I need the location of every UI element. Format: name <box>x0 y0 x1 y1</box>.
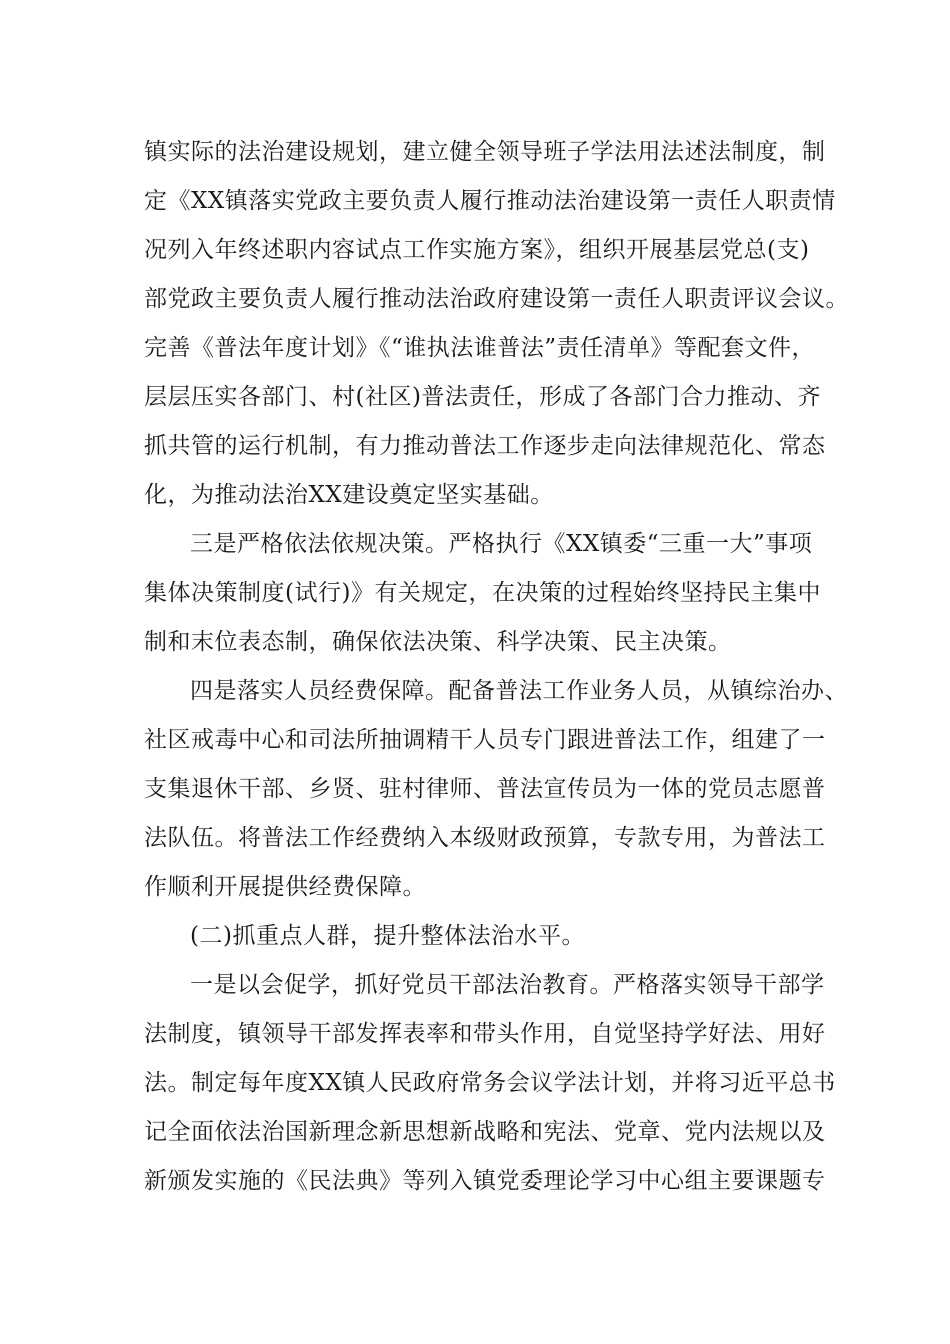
text-line: 支集退休干部、乡贤、驻村律师、普法宣传员为一体的党员志愿普 <box>144 776 826 802</box>
text-line: 新颁发实施的《民法典》等列入镇党委理论学习中心组主要课题专 <box>144 1168 826 1194</box>
paragraph-first-line: 三是严格依法依规决策。严格执行《XX镇委“三重一大”事项 <box>190 531 813 557</box>
text-line: 法。制定每年度XX镇人民政府常务会议学法计划，并将习近平总书 <box>144 1070 836 1096</box>
text-line: 况列入年终述职内容试点工作实施方案》，组织开展基层党总(支) <box>144 237 810 263</box>
text-line: 作顺利开展提供经费保障。 <box>144 874 426 900</box>
paragraph-first-line: 一是以会促学，抓好党员干部法治教育。严格落实领导干部学 <box>190 972 825 998</box>
text-line: 社区戒毒中心和司法所抽调精干人员专门跟进普法工作，组建了一 <box>144 727 826 753</box>
text-line: 制和末位表态制，确保依法决策、科学决策、民主决策。 <box>144 629 732 655</box>
text-line: 化，为推动法治XX建设奠定坚实基础。 <box>144 482 554 508</box>
text-line: 法制度，镇领导干部发挥表率和带头作用，自觉坚持学好法、用好 <box>144 1021 826 1047</box>
text-line: 记全面依法治国新理念新思想新战略和宪法、党章、党内法规以及 <box>144 1119 826 1145</box>
text-line: 镇实际的法治建设规划，建立健全领导班子学法用法述法制度，制 <box>144 139 826 165</box>
text-line: 部党政主要负责人履行推动法治政府建设第一责任人职责评议会议。 <box>144 286 849 312</box>
section-heading: (二)抓重点人群，提升整体法治水平。 <box>190 923 585 949</box>
text-line: 法队伍。将普法工作经费纳入本级财政预算，专款专用，为普法工 <box>144 825 826 851</box>
paragraph-first-line: 四是落实人员经费保障。配备普法工作业务人员，从镇综治办、 <box>190 678 848 704</box>
text-line: 定《XX镇落实党政主要负责人履行推动法治建设第一责任人职责情 <box>144 188 836 214</box>
text-line: 完善《普法年度计划》《“谁执法谁普法”责任清单》等配套文件， <box>144 335 816 361</box>
text-line: 层层压实各部门、村(社区)普法责任，形成了各部门合力推动、齐 <box>144 384 821 410</box>
text-line: 集体决策制度(试行)》有关规定，在决策的过程始终坚持民主集中 <box>144 580 821 606</box>
text-line: 抓共管的运行机制，有力推动普法工作逐步走向法律规范化、常态 <box>144 433 826 459</box>
